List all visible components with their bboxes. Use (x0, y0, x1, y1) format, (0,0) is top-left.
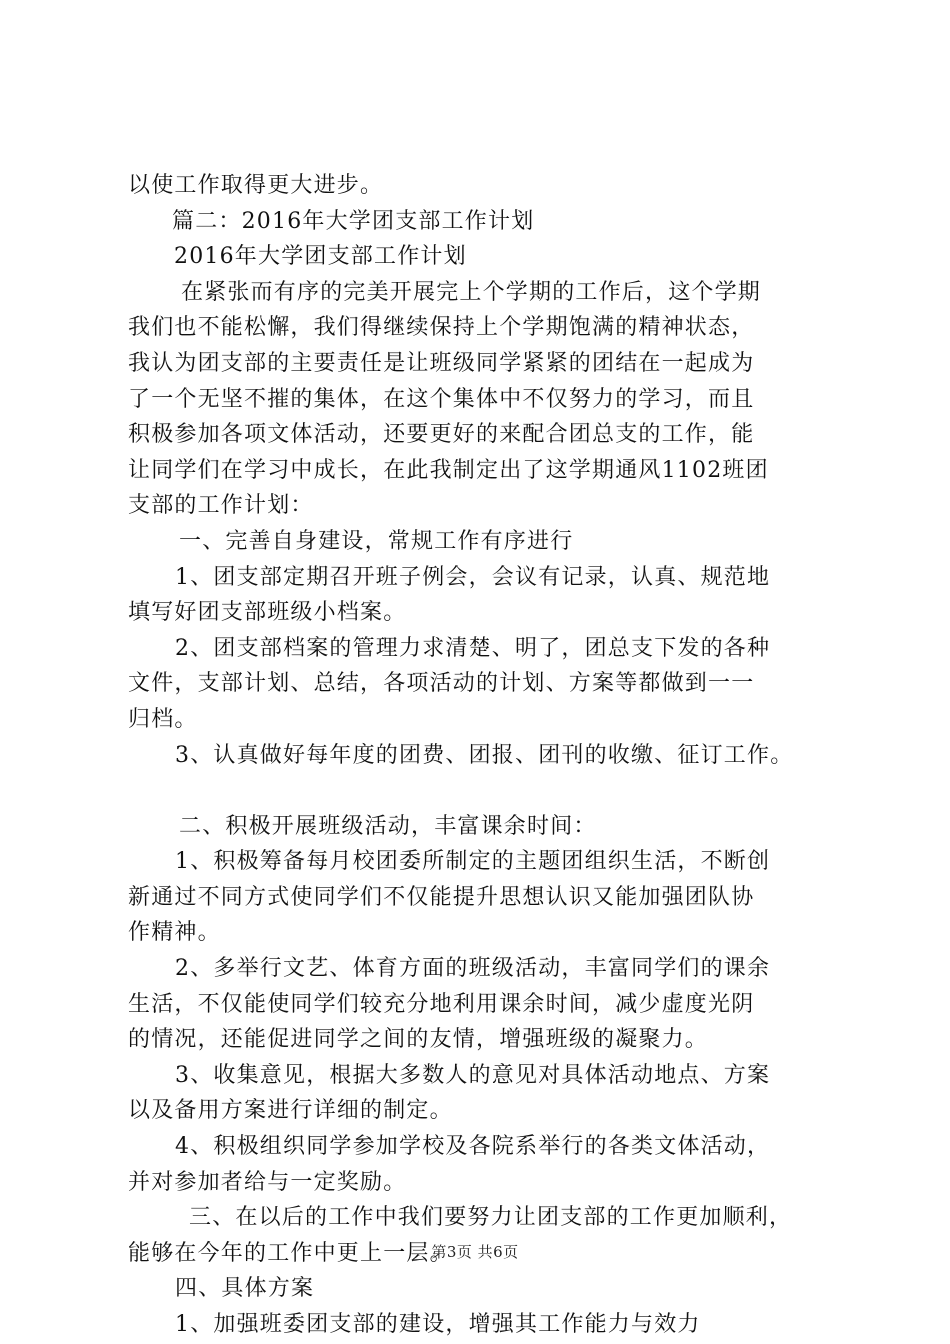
text-line: 的情况，还能促进同学之间的友情，增强班级的凝聚力。 (128, 1027, 709, 1053)
text-line: 生活，不仅能使同学们较充分地利用课余时间，减少虚度光阴 (128, 991, 755, 1017)
text-line: 以使工作取得更大进步。 (128, 173, 384, 198)
text-line: 我们也不能松懈，我们得继续保持上个学期饱满的精神状态， (128, 315, 755, 341)
text-line: 1、团支部定期召开班子例会，会议有记录，认真、规范地 (175, 564, 771, 590)
section-heading: 一、完善自身建设，常规工作有序进行 (179, 528, 574, 554)
text-line: 我认为团支部的主要责任是让班级同学紧紧的团结在一起成为 (128, 350, 755, 376)
section-heading: 二、积极开展班级活动，丰富课余时间： (179, 813, 597, 839)
section-heading: 四、具体方案 (175, 1276, 315, 1302)
text-line: 2、多举行文艺、体育方面的班级活动，丰富同学们的课余 (175, 956, 771, 982)
document-title: 2016年大学团支部工作计划 (174, 244, 467, 270)
text-line: 作精神。 (128, 920, 221, 946)
text-line: 在紧张而有序的完美开展完上个学期的工作后，这个学期 (181, 279, 762, 305)
text-line: 新通过不同方式使同学们不仅能提升思想认识又能加强团队协 (128, 884, 755, 910)
text-line: 1、积极筹备每月校团委所制定的主题团组织生活，不断创 (175, 849, 771, 875)
text-line: 积极参加各项文体活动，还要更好的来配合团总支的工作，能 (128, 422, 755, 448)
section-heading: 三、在以后的工作中我们要努力让团支部的工作更加顺利， (189, 1205, 793, 1231)
text-line: 能够在今年的工作中更上一层。 (128, 1240, 453, 1266)
text-line: 让同学们在学习中成长，在此我制定出了这学期通风1102班团 (128, 457, 769, 483)
text-line: 以及备用方案进行详细的制定。 (128, 1098, 453, 1124)
text-line: 1、加强班委团支部的建设，增强其工作能力与效力 (175, 1312, 701, 1337)
text-line: 归档。 (128, 706, 198, 732)
document-body (128, 168, 828, 1343)
text-line: 3、认真做好每年度的团费、团报、团刊的收缴、征订工作。 (175, 742, 794, 768)
text-line: 4、积极组织同学参加学校及各院系举行的各类文体活动， (175, 1134, 771, 1160)
text-line: 并对参加者给与一定奖励。 (128, 1169, 407, 1195)
text-line: 填写好团支部班级小档案。 (128, 600, 407, 626)
page-number-footer: 第3页 共6页 (431, 1243, 519, 1261)
text-line: 支部的工作计划： (128, 493, 314, 519)
section-heading: 篇二：2016年大学团支部工作计划 (172, 208, 535, 234)
text-line: 3、收集意见，根据大多数人的意见对具体活动地点、方案 (175, 1062, 771, 1088)
text-line: 2、团支部档案的管理力求清楚、明了，团总支下发的各种 (175, 635, 771, 661)
blank-line (128, 773, 828, 809)
text-line: 了一个无坚不摧的集体，在这个集体中不仅努力的学习，而且 (128, 386, 755, 412)
text-line: 文件，支部计划、总结，各项活动的计划、方案等都做到一一 (128, 671, 755, 697)
